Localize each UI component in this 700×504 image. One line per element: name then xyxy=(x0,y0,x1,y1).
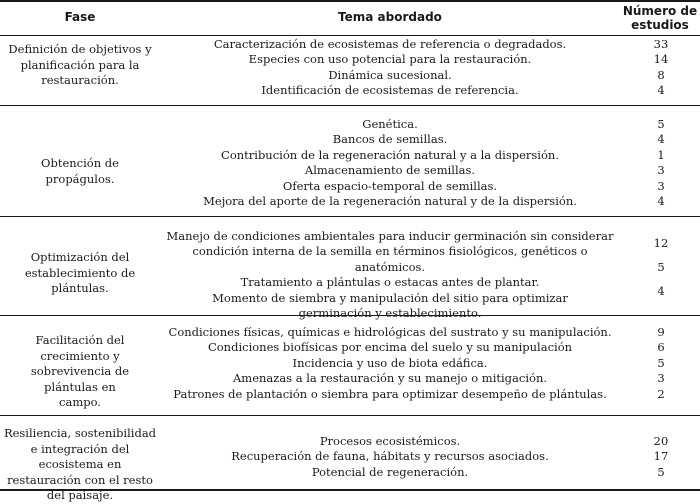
tema-item: Manejo de condiciones ambientales para inducir germinación sin considerar condición interna de la semilla en términos fisiológicos, genéticos o anatómicos. xyxy=(166,229,614,274)
fase-cell: Obtención de propágulos. xyxy=(41,156,119,186)
tema-item: Amenazas a la restauración y su manejo o mitigación. xyxy=(232,371,547,386)
tema-item: Condiciones biofísicas por encima del suelo y su manipulación xyxy=(207,340,573,355)
tema-item: Momento de siembra y manipulación del sitio para optimizar germinación y establecimiento. xyxy=(212,290,568,321)
count-value: 4 xyxy=(657,83,665,98)
section-divider xyxy=(0,415,700,416)
tema-item: Mejora del aporte de la regeneración natural y de la dispersión. xyxy=(203,194,577,209)
count-list xyxy=(640,37,682,99)
count-list xyxy=(640,117,682,209)
tema-item: Tratamiento a plántulas o estacas antes de plantar. xyxy=(240,275,540,290)
tema-item: Incidencia y uso de biota edáfica. xyxy=(292,355,488,370)
tema-item: Genética. xyxy=(362,117,418,131)
count-value: 12 xyxy=(653,236,669,250)
count-value: 5 xyxy=(657,117,665,131)
count-value: 5 xyxy=(657,464,665,479)
count-list xyxy=(640,325,682,402)
count-value: 14 xyxy=(653,52,669,67)
count-value: 6 xyxy=(657,340,665,355)
tema-item: Especies con uso potencial para la restauración. xyxy=(248,52,532,67)
count-value: 8 xyxy=(657,67,665,82)
count-value: 3 xyxy=(657,163,665,178)
fase-cell: Optimización del establecimiento de plántulas. xyxy=(24,250,136,295)
header-numero-line2: estudios xyxy=(631,18,689,32)
tema-list xyxy=(160,434,620,480)
tema-item: Condiciones físicas, químicas e hidrológicas del sustrato y su manipulación. xyxy=(168,325,612,339)
fase-cell: Facilitación del crecimiento y sobrevivencia de plántulas en campo. xyxy=(30,333,130,409)
count-value: 33 xyxy=(653,37,669,51)
header-tema: Tema abordado xyxy=(338,10,442,24)
header-numero xyxy=(620,4,700,32)
header-fase: Fase xyxy=(64,10,96,24)
fase-cell: Definición de objetivos y planificación para la restauración. xyxy=(8,42,152,87)
count-value: 17 xyxy=(653,449,669,464)
count-value: 3 xyxy=(657,178,665,193)
count-value: 4 xyxy=(657,194,665,209)
tema-item: Recuperación de fauna, hábitats y recursos asociados. xyxy=(231,449,549,464)
count-value: 4 xyxy=(657,284,665,298)
header-numero-line1: Número de xyxy=(622,4,698,18)
tema-item: Almacenamiento de semillas. xyxy=(304,163,476,178)
count-value: 20 xyxy=(653,434,669,448)
section-divider xyxy=(0,105,700,106)
tema-item: Identificación de ecosistemas de referencia. xyxy=(261,83,519,98)
fase-cell: Resiliencia, sostenibilidad e integración del ecosistema en restauración con el resto del paisaje. xyxy=(3,426,157,502)
tema-item: Procesos ecosistémicos. xyxy=(319,434,461,448)
tema-item: Bancos de semillas. xyxy=(332,132,448,147)
tema-list xyxy=(160,117,620,209)
count-value: 1 xyxy=(657,147,665,162)
tema-list xyxy=(160,325,620,402)
tema-item: Dinámica sucesional. xyxy=(328,67,452,82)
count-value: 5 xyxy=(657,260,665,274)
tema-item: Potencial de regeneración. xyxy=(311,464,469,479)
section-divider xyxy=(0,216,700,217)
tema-item: Oferta espacio-temporal de semillas. xyxy=(282,178,498,193)
count-value: 3 xyxy=(657,371,665,386)
count-value: 5 xyxy=(657,355,665,370)
tema-list xyxy=(160,229,620,321)
count-list xyxy=(640,434,682,480)
tema-item: Contribución de la regeneración natural y a la dispersión. xyxy=(221,147,559,162)
count-value: 9 xyxy=(657,325,665,339)
tema-list xyxy=(160,37,620,99)
tema-item: Patrones de plantación o siembra para optimizar desempeño de plántulas. xyxy=(173,386,607,401)
header-rule xyxy=(0,35,700,36)
tema-item: Caracterización de ecosistemas de referencia o degradados. xyxy=(213,37,567,51)
top-rule xyxy=(0,0,700,2)
count-value: 4 xyxy=(657,132,665,147)
count-value: 2 xyxy=(657,386,665,401)
